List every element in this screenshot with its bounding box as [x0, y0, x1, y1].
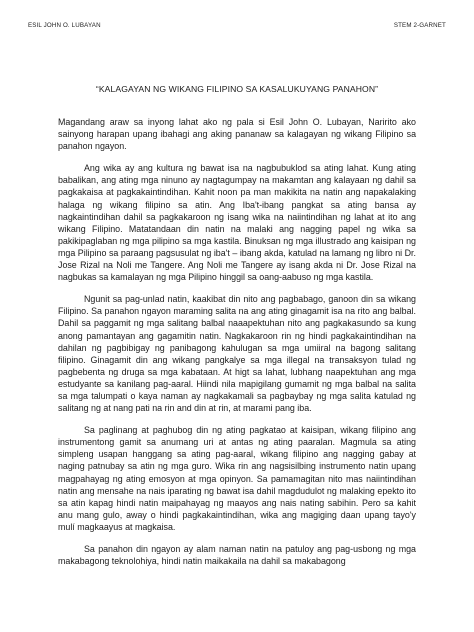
document-body	[58, 116, 416, 577]
paragraph-2: Ang wika ay ang kultura ng bawat isa na nagbubuklod sa ating lahat. Kung ating babalikan, ang ating mga ninuno ay nagtagumpay na makamtan ang kalayaan ng dahil sa pagkakaisa at pagkakaintindihan. Kahit noon pa man makikita na natin ang napakalaking halaga ng wikang filipino sa atin. Ang Iba't-ibang pangkat sa ating bansa ay nagkaintindihan dahil sa pagkakaroon ng isang wika na naiintindihan ng lahat at ito ang wikang Filipino. Matatandaan din natin na malaki ang nagging papel ng wika sa pakikipaglaban ng mga pilipino sa mga kastila. Binuksan ng mga illustrado ang kaisipan ng mga Pilipino sa paraang pagsusulat ng iba't – ibang akda, katulad na lamang ng libro ni Dr. Jose Rizal na Noli me Tangere. Ang Noli me Tangere ay isang akda ni Dr. Jose Rizal na nagbukas sa kamalayan ng mga Pilipino hinggil sa oang-aabuso ng mga kastila.	[58, 163, 416, 283]
author-name: ESIL JOHN O. LUBAYAN	[28, 22, 101, 29]
paragraph-5: Sa panahon din ngayon ay alam naman natin na patuloy ang pag-usbong ng mga makabagong teknolohiya, hindi natin maikakaila na dahil sa makabagong	[58, 544, 416, 567]
document-title: “KALAGAYAN NG WIKANG FILIPINO SA KASALUKUYANG PANAHON”	[95, 84, 379, 94]
paragraph-intro: Magandang araw sa inyong lahat ako ng pala si Esil John O. Lubayan, Naririto ako sainyong harapan upang ibahagi ang aking pananaw sa kalagayan ng wikang Filipino sa panahon ngayon.	[58, 117, 416, 152]
paragraph-3: Ngunit sa pag-unlad natin, kaakibat din nito ang pagbabago, ganoon din sa wikang Filipino. Sa panahon ngayon maraming salita na ang ating ginagamit isa na rito ang balbal. Dahil sa paggamit ng mga salitang balbal naaapektuhan nito ang pagkakasundo sa kung anong pamantayan ang gagamitin natin. Nagkakaroon rin ng hindi pagkakaintindihan na dahilan ng pagbibigay ng panibagong kahulugan sa mga umiiral na bagong salitang filipino. Ginagamit din ang wikang pangkalye sa mga illegal na transaksyon tulad ng pagbebenta ng druga sa mga kabataan. At higt sa lahat, lubhang naapektuhan ang mga estudyante sa kanilang pag-aaral. Hiindi nila mapigilang gumamit ng mga balbal na salita sa mga talumpati o kaya naman ay nagkakamali sa pagbaybay ng mga salita katulad ng salitang ng at nang pati na rin and din at rin, at marami pang iba.	[58, 294, 416, 414]
class-section: STEM 2-GARNET	[393, 22, 446, 29]
page-header	[28, 22, 446, 29]
paragraph-4: Sa paglinang at paghubog din ng ating pagkatao at kaisipan, wikang filipino ang instrumentong gamit sa anumang uri at antas ng ating paaralan. Magmula sa ating simpleng usapan hanggang sa ating pag-aaral, wikang filipino ang nagging gabay at naging patnubay sa atin ng mga guro. Wika rin ang nagsisilbing instrumento natin upang magpahayag ng ating emosyon at mga opinyon. Sa pamamagitan nito mas naiintindihan natin ang mensahe na nais iparating ng bawat isa dahil magdudulot ng malaking epekto ito sa atin kapag hindi natin maipahayag ng maayos ang nais nating sabihin. Pero sa kahit anu mang gulo, away o hindi pagkakaintindihan, wika ang magiging daan upang tayo'y mulí magkaayus at magkaisa.	[58, 425, 416, 532]
